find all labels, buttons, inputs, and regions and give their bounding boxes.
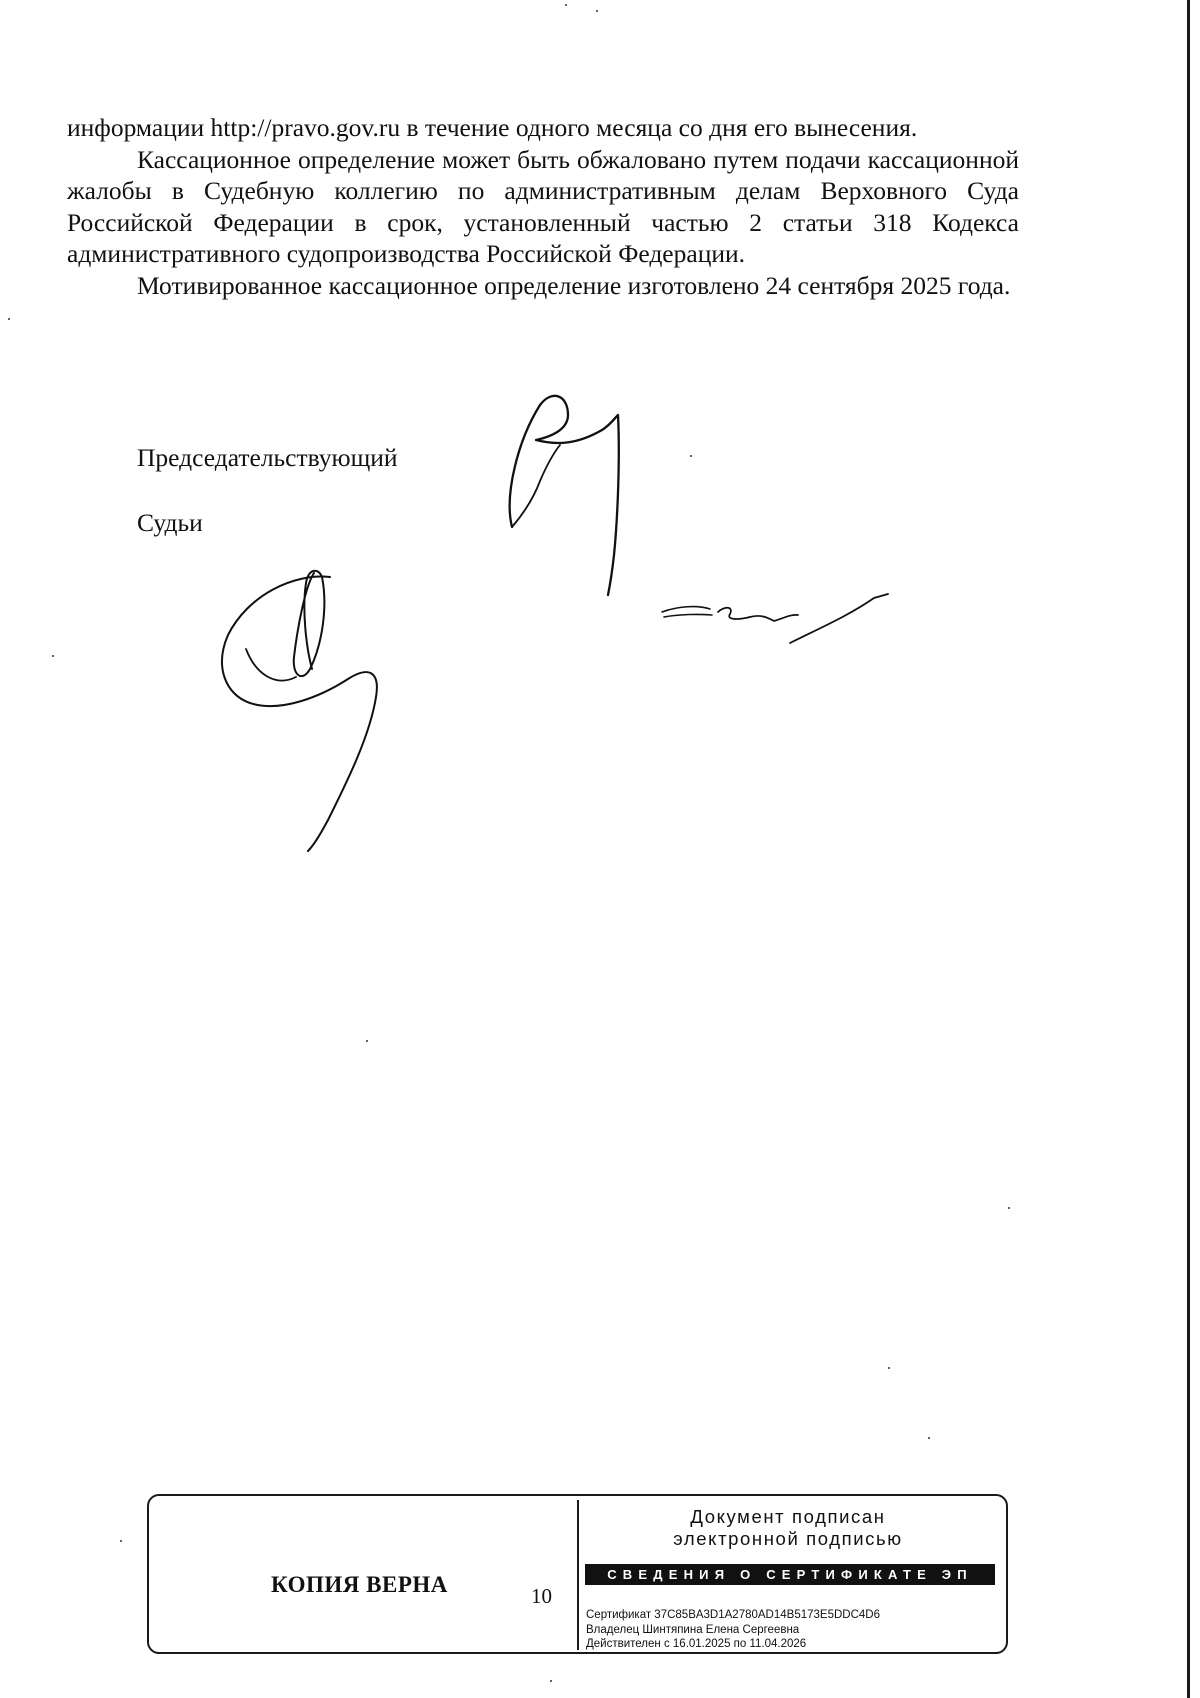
judge-signature-2 xyxy=(660,590,900,650)
certification-stamp xyxy=(147,1494,1008,1654)
page-number: 10 xyxy=(531,1584,552,1608)
scan-speck xyxy=(1008,1207,1010,1209)
esig-title-line-1: Документ подписан xyxy=(690,1506,886,1527)
judges-label: Судьи xyxy=(137,508,203,537)
paragraph-publication: информации http://pravo.gov.ru в течение одного месяца со дня его вынесения. xyxy=(67,113,918,142)
scan-speck xyxy=(888,1367,890,1369)
esig-title-line-2: электронной подписью xyxy=(673,1528,903,1549)
presiding-judge-label: Председательствующий xyxy=(137,443,398,472)
certificate-info-header: СВЕДЕНИЯ О СЕРТИФИКАТЕ ЭП xyxy=(585,1564,995,1585)
page-edge-line xyxy=(1187,0,1190,1698)
scan-speck xyxy=(366,1040,368,1042)
scan-speck xyxy=(565,4,567,6)
presiding-judge-signature xyxy=(500,385,650,600)
copy-verified-label: КОПИЯ ВЕРНА xyxy=(271,1572,448,1597)
scan-speck xyxy=(928,1437,930,1439)
certificate-validity: Действителен с 16.01.2025 по 11.04.2026 xyxy=(586,1638,807,1650)
certificate-owner: Владелец Шинтяпина Елена Сергеевна xyxy=(586,1623,800,1636)
stamp-divider xyxy=(577,1500,579,1650)
scan-speck xyxy=(52,655,54,657)
scan-speck xyxy=(550,1680,552,1682)
paragraph-reasoned-ruling: Мотивированное кассационное определение изготовлено 24 сентября 2025 года. xyxy=(137,270,1011,300)
judge-signature-3 xyxy=(210,565,400,855)
scan-speck xyxy=(8,318,10,320)
paragraph-appeal: Кассационное определение может быть обжаловано путем подачи кассационной жалобы в Судебную коллегию по административным делам Верховного Суда Российской Федерации в срок, установленный частью 2 статьи 318 Кодекса административного судопроизводства Российской Федерации. xyxy=(67,144,1019,268)
certificate-details xyxy=(586,1608,880,1652)
electronic-signature-title xyxy=(583,1506,993,1550)
scan-speck xyxy=(690,455,692,457)
certificate-number: Сертификат 37C85BA3D1A2780AD14B5173E5DDC4D6 xyxy=(586,1609,880,1621)
scan-speck xyxy=(120,1540,122,1542)
document-body xyxy=(67,112,1019,301)
scan-speck xyxy=(596,10,598,12)
